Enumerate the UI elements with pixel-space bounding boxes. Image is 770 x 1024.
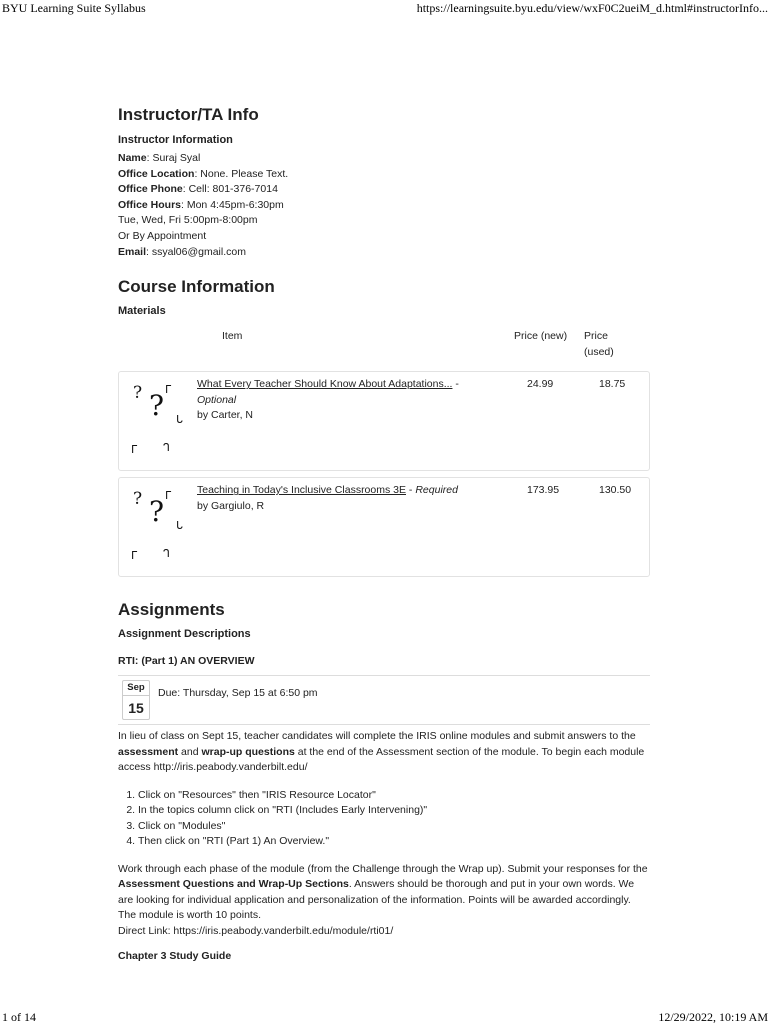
due-date-box [118,675,650,725]
assignment-paragraph-2: Work through each phase of the module (from the Challenge through the Wrap up). Submit your responses for the Assessment Questions and Wrap-Up Sections. Answers should be thorough and put in your own words. We are looking for individual application and personalization of the information. Points will be awarded accordingly. The module is worth 10 points. [118,862,648,922]
list-item: 4. Then click on "RTI (Part 1) An Overview." [138,834,650,850]
materials-header [118,329,650,369]
list-item: 2. In the topics column click on "RTI (Includes Early Intervening)" [138,803,650,819]
broken-image-icon: ? ? ᒥ ᒐ ᒥ ᒉ [131,383,183,457]
print-footer [0,1010,770,1024]
name-line: Name: Suraj Syal [118,152,201,164]
book-price-new: 24.99 [527,378,554,391]
email-line: Email: ssyal06@gmail.com [118,245,246,258]
instructor-heading: Instructor/TA Info [118,105,259,124]
calendar-icon [122,680,150,720]
assignment-descriptions-heading: Assignment Descriptions [118,628,251,641]
materials-heading: Materials [118,305,166,318]
book-title-link[interactable]: What Every Teacher Should Know About Adaptations... [197,378,453,391]
book-author: by Carter, N [197,409,254,422]
office-hours-line-2: Tue, Wed, Fri 5:00pm-8:00pm [118,214,258,227]
book-price-used: 18.75 [599,378,626,391]
office-hours-line-3: Or By Appointment [118,229,207,242]
book-details: Teaching in Today's Inclusive Classrooms 3E - Required by Gargiulo, R [197,483,497,514]
col-price-new: Price (new) [514,330,568,343]
due-text: Due: Thursday, Sep 15 at 6:50 pm [158,687,318,700]
assignment-title: RTI: (Part 1) AN OVERVIEW [118,655,255,668]
print-url: https://learningsuite.byu.edu/view/wxF0C2ueiM_d.html#instructorInfo... [416,1,768,15]
assignment-steps [138,788,650,850]
print-title: BYU Learning Suite Syllabus [2,1,146,15]
direct-link: Direct Link: https://iris.peabody.vanderbilt.edu/module/rti01/ [118,924,394,937]
office-phone-line: Office Phone: Cell: 801-376-7014 [118,183,278,196]
assignments-heading: Assignments [118,600,225,620]
due-month: Sep [123,681,149,696]
broken-image-icon: ? ? ᒥ ᒐ ᒥ ᒉ [131,489,183,563]
due-day: 15 [128,700,144,717]
book-details: What Every Teacher Should Know About Adaptations... - Optional by Carter, N [197,377,497,424]
list-item: 1. Click on "Resources" then "IRIS Resource Locator" [138,788,650,804]
book-card [118,371,650,471]
book-author: by Gargiulo, R [197,499,265,512]
office-hours-line: Office Hours: Mon 4:45pm-6:30pm [118,198,284,211]
assignment-paragraph-1: In lieu of class on Sept 15, teacher candidates will complete the IRIS online modules and submit answers to the assessment and wrap-up questions at the end of the Assessment section of the module. To begin each module access http://iris.peabody.vanderbilt.edu/ [118,730,645,774]
course-heading: Course Information [118,277,275,297]
print-datetime: 12/29/2022, 10:19 AM [658,1010,768,1024]
book-price-used: 130.50 [599,484,632,497]
syllabus-content [118,104,650,964]
assignment-title: Chapter 3 Study Guide [118,950,232,963]
instructor-subheading: Instructor Information [118,134,233,146]
book-title-link[interactable]: Teaching in Today's Inclusive Classrooms 3E [197,484,406,497]
book-price-new: 173.95 [527,484,560,497]
col-price-used: Price (used) [584,330,614,358]
instructor-details [118,151,650,260]
list-item: 3. Click on "Modules" [138,819,650,835]
page-number: 1 of 14 [2,1010,36,1024]
book-card [118,477,650,577]
col-item: Item [222,330,243,343]
book-status: Required [415,484,458,497]
print-header [0,1,770,16]
book-status: Optional [197,393,237,406]
office-location-line: Office Location: None. Please Text. [118,167,289,180]
